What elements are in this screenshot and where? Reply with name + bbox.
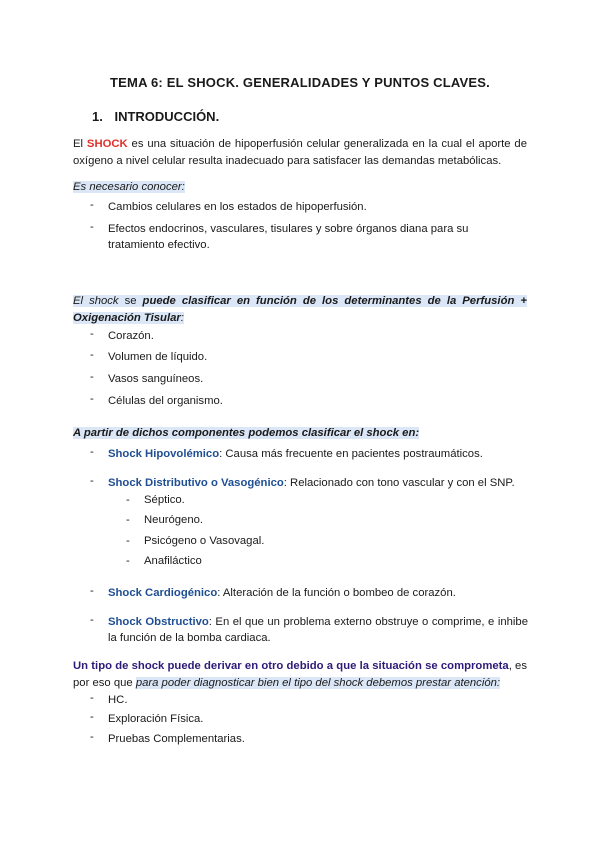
sub-list-item: Psicógeno o Vasovagal.: [144, 535, 265, 547]
shock-type-name: Shock Distributivo o Vasogénico: [108, 477, 284, 489]
clasificar-label: [73, 293, 527, 327]
intro-post: es una situación de hipoperfusión celular generalizada en la cual el aporte de oxígeno a nivel celular resulta inadecuado para satisfacer las demandas metabólicas.: [73, 138, 527, 167]
sub-bullet-marker: -: [126, 535, 130, 547]
derivar-mid: , es por eso que: [73, 660, 527, 689]
bullet-marker: -: [90, 393, 94, 405]
conocer-label: Es necesario conocer:: [73, 181, 185, 193]
bullet-marker: -: [90, 199, 94, 211]
bullet-marker: -: [90, 371, 94, 383]
section-number: 1.: [92, 109, 103, 124]
shock-type-name: Shock Obstructivo: [108, 616, 209, 628]
bullet-marker: -: [90, 221, 94, 233]
shock-keyword: SHOCK: [86, 138, 128, 150]
shock-type-item: [108, 446, 528, 462]
bullet-marker: -: [90, 614, 94, 626]
sub-bullet-marker: -: [126, 514, 130, 526]
section-title: INTRODUCCIÓN.: [114, 109, 220, 124]
bullet-marker: -: [90, 349, 94, 361]
list-item: Pruebas Complementarias.: [108, 733, 245, 745]
derivar-paragraph: [73, 658, 527, 692]
shock-type-desc: : Relacionado con tono vascular y con el SNP.: [283, 477, 515, 489]
shock-type-item: [108, 614, 528, 646]
list-item: Cambios celulares en los estados de hipoperfusión.: [108, 201, 367, 213]
sub-list-item: Séptico.: [144, 494, 185, 506]
intro-paragraph: [73, 136, 527, 170]
conocer-label-wrap: [73, 181, 185, 193]
sub-list-item: Neurógeno.: [144, 514, 204, 526]
componentes-label: A partir de dichos componentes podemos clasificar el shock en:: [73, 427, 420, 439]
list-item: Células del organismo.: [108, 395, 223, 407]
shock-type-desc: : Alteración de la función o bombeo de corazón.: [217, 587, 456, 599]
sub-list-item: Anafiláctico: [144, 555, 202, 567]
bullet-marker: -: [90, 475, 94, 487]
clasificar-label-d: :: [180, 312, 184, 324]
document-title: TEMA 6: EL SHOCK. GENERALIDADES Y PUNTOS CLAVES.: [110, 75, 490, 90]
shock-type-desc: : En el que un problema externo obstruye o comprime, e inhibe la función de la bomba cardiaca.: [108, 616, 528, 644]
shock-type-name: Shock Hipovolémico: [108, 448, 220, 460]
section-heading-introduccion: [92, 109, 219, 124]
shock-type-name: Shock Cardiogénico: [108, 587, 218, 599]
bullet-marker: -: [90, 692, 94, 704]
sub-bullet-marker: -: [126, 494, 130, 506]
list-item: Vasos sanguíneos.: [108, 373, 204, 385]
clasificar-label-a: El shock: [73, 295, 119, 307]
list-item: Volumen de líquido.: [108, 351, 208, 363]
bullet-marker: -: [90, 328, 94, 340]
sub-bullet-marker: -: [126, 555, 130, 567]
list-item: Exploración Física.: [108, 713, 204, 725]
list-item: HC.: [108, 694, 128, 706]
bullet-marker: -: [90, 731, 94, 743]
clasificar-label-c: puede clasificar en función de los determinantes de la Perfusión + Oxigenación Tisular: [73, 295, 527, 324]
bullet-marker: -: [90, 585, 94, 597]
shock-type-item: [108, 585, 528, 601]
list-item: Efectos endocrinos, vasculares, tisulares y sobre órganos diana para su tratamiento efectivo.: [108, 223, 469, 251]
bullet-marker: -: [90, 711, 94, 723]
derivar-italic: para poder diagnosticar bien el tipo del shock debemos prestar atención:: [135, 677, 501, 689]
clasificar-label-b: se: [118, 295, 143, 307]
intro-pre: El: [73, 138, 87, 150]
bullet-marker: -: [90, 446, 94, 458]
list-item: Corazón.: [108, 330, 154, 342]
componentes-label-wrap: [73, 427, 419, 439]
shock-type-desc: : Causa más frecuente en pacientes postraumáticos.: [219, 448, 483, 460]
shock-type-item: [108, 475, 528, 491]
derivar-bold: Un tipo de shock puede derivar en otro debido a que la situación se comprometa: [73, 660, 509, 672]
